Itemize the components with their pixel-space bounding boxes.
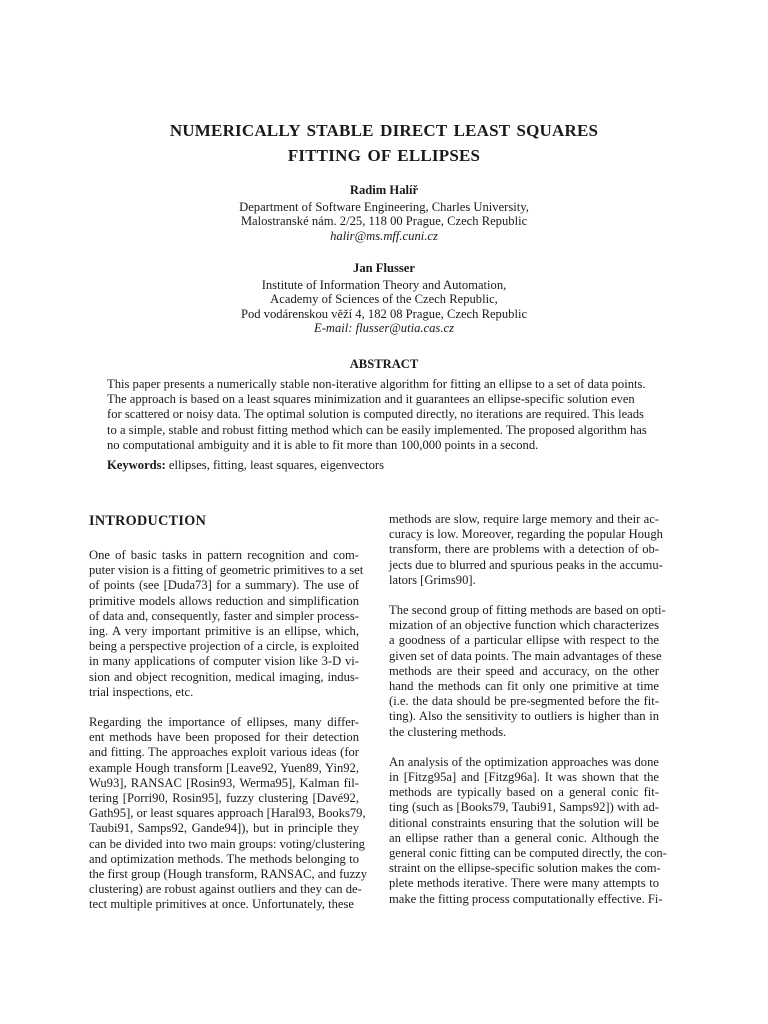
right-column <box>389 512 667 922</box>
author-block-2 <box>100 261 668 336</box>
text-line: primitive models allows reduction and simplification <box>89 593 359 608</box>
paper-title <box>90 118 678 168</box>
keywords-line <box>107 458 667 473</box>
text-line: hand the methods can fit only one primitive at time <box>389 679 659 694</box>
text-line: trial inspections, etc. <box>89 684 194 699</box>
left-column-paragraphs <box>89 548 368 913</box>
abstract-heading: ABSTRACT <box>349 357 419 371</box>
paragraph <box>89 548 364 700</box>
text-line: methods are typically based on a general conic fit- <box>389 785 659 800</box>
author-name: Radim Halíř <box>349 183 419 197</box>
text-line: tect multiple primitives at once. Unfortunately, these <box>89 897 354 912</box>
text-line: ditional constraints ensuring that the solution will be <box>389 815 659 830</box>
abstract-line: This paper presents a numerically stable non-iterative algorithm for fitting an ellipse to a set of data points. <box>107 377 646 391</box>
text-line: plete methods iterative. There were many attempts to <box>389 876 659 891</box>
left-column <box>89 512 368 928</box>
keywords-label: Keywords: <box>107 458 166 472</box>
text-line: make the fitting process computationally effective. Fi- <box>389 891 663 906</box>
author-affiliation-line: Pod vodárenskou věží 4, 182 08 Prague, Czech Republic <box>240 306 528 321</box>
abstract-line: The approach is based on a least squares minimization and it guarantees an ellipse-specific solution even <box>107 392 635 407</box>
author-affiliation-line: Institute of Information Theory and Automation, <box>261 277 507 292</box>
text-line: example Hough transform [Leave92, Yuen89, Yin92, <box>89 760 359 775</box>
right-column-paragraphs <box>389 512 667 907</box>
abstract-body <box>107 377 667 453</box>
text-line: general conic fitting can be computed directly, the con- <box>389 846 667 861</box>
text-line: clustering) are robust against outliers and they can de- <box>89 882 362 897</box>
author-affiliation-line: Malostranské nám. 2/25, 118 00 Prague, Czech Republic <box>240 214 528 228</box>
text-line: methods are slow, require large memory and their ac- <box>389 512 659 526</box>
text-line: sion and object recognition, medical imaging, indus- <box>89 669 359 684</box>
abstract-line: for scattered or noisy data. The optimal solution is computed directly, no iterations are required. This leads <box>107 407 644 422</box>
text-line: of data and, consequently, faster and simpler process- <box>89 608 359 623</box>
text-line: the clustering methods. <box>389 724 507 739</box>
text-line: and optimization methods. The methods belonging to <box>89 851 359 866</box>
text-line: curacy is low. Moreover, regarding the popular Hough <box>389 527 663 542</box>
text-line: ent methods have been proposed for their detection <box>89 730 359 745</box>
text-line: straint on the ellipse-specific solution makes the com- <box>389 861 661 876</box>
text-line: Regarding the importance of ellipses, many differ- <box>89 715 359 730</box>
text-line: puter vision is a fitting of geometric primitives to a set <box>89 563 364 578</box>
keywords-text: ellipses, fitting, least squares, eigenvectors <box>165 458 384 472</box>
title-line-2: FITTING OF ELLIPSES <box>287 146 481 165</box>
abstract-line: to a simple, stable and robust fitting method which can be easily implemented. The proposed algorithm has <box>107 422 647 437</box>
text-line: in many applications of computer vision like 3-D vi- <box>89 654 359 669</box>
text-line: mization of an objective function which characterizes <box>389 618 659 633</box>
text-line: Taubi91, Samps92, Gande94]), but in principle they <box>89 821 359 836</box>
text-line: (i.e. the data should be pre-segmented before the fit- <box>389 694 659 709</box>
text-line: lators [Grims90]. <box>389 572 476 587</box>
text-line: an ellipse rather than a general conic. Although the <box>389 830 659 845</box>
section-heading-introduction: INTRODUCTION <box>89 513 207 529</box>
text-line: can be divided into two main groups: voting/clustering <box>89 836 365 851</box>
text-line: ting (such as [Books79, Taubi91, Samps92]) with ad- <box>389 800 659 815</box>
author-email: E-mail: flusser@utia.cas.cz <box>314 321 454 335</box>
paragraph <box>389 512 663 588</box>
author-email: halir@ms.mff.cuni.cz <box>330 228 438 243</box>
author-affiliation-line: Department of Software Engineering, Charles University, <box>239 199 529 214</box>
text-line: and fitting. The approaches exploit various ideas (for <box>89 745 359 760</box>
text-line: ting). Also the sensitivity to outliers is higher than in <box>389 709 659 724</box>
author-name: Jan Flusser <box>353 261 415 275</box>
text-line: An analysis of the optimization approaches was done <box>389 754 659 769</box>
text-line: given set of data points. The main advantages of these <box>389 648 662 663</box>
author-affiliation-line: Academy of Sciences of the Czech Republic, <box>270 292 498 306</box>
text-line: ing. A very important primitive is an ellipse, which, <box>89 624 359 639</box>
text-line: tering [Porri90, Rosin95], fuzzy clustering [Davé92, <box>89 791 359 806</box>
text-line: methods are their speed and accuracy, on the other <box>389 663 659 678</box>
paragraph <box>389 754 667 907</box>
abstract-line: no computational ambiguity and it is able to fit more than 100,000 points in a second. <box>107 437 539 452</box>
text-line: transform, there are problems with a detection of ob- <box>389 542 659 557</box>
text-line: Gath95], or least squares approach [Haral93, Books79, <box>89 806 366 821</box>
text-line: the first group (Hough transform, RANSAC, and fuzzy <box>89 867 368 882</box>
text-line: jects due to blurred and spurious peaks in the accumu- <box>389 557 663 572</box>
text-line: of points (see [Duda73] for a summary). The use of <box>89 578 359 593</box>
text-line: One of basic tasks in pattern recognition and com- <box>89 548 359 562</box>
title-line-1: NUMERICALLY STABLE DIRECT LEAST SQUARES <box>169 121 599 140</box>
paragraph <box>89 715 368 913</box>
text-line: being a perspective projection of a circle, is exploited <box>89 639 359 654</box>
text-line: The second group of fitting methods are based on opti- <box>389 603 666 618</box>
author-block-1 <box>100 183 668 243</box>
text-line: in [Fitzg95a] and [Fitzg96a]. It was shown that the <box>389 770 659 785</box>
text-line: a goodness of a particular ellipse with respect to the <box>389 633 659 648</box>
text-line: Wu93], RANSAC [Rosin93, Werma95], Kalman fil- <box>89 775 359 790</box>
paragraph <box>389 603 666 740</box>
